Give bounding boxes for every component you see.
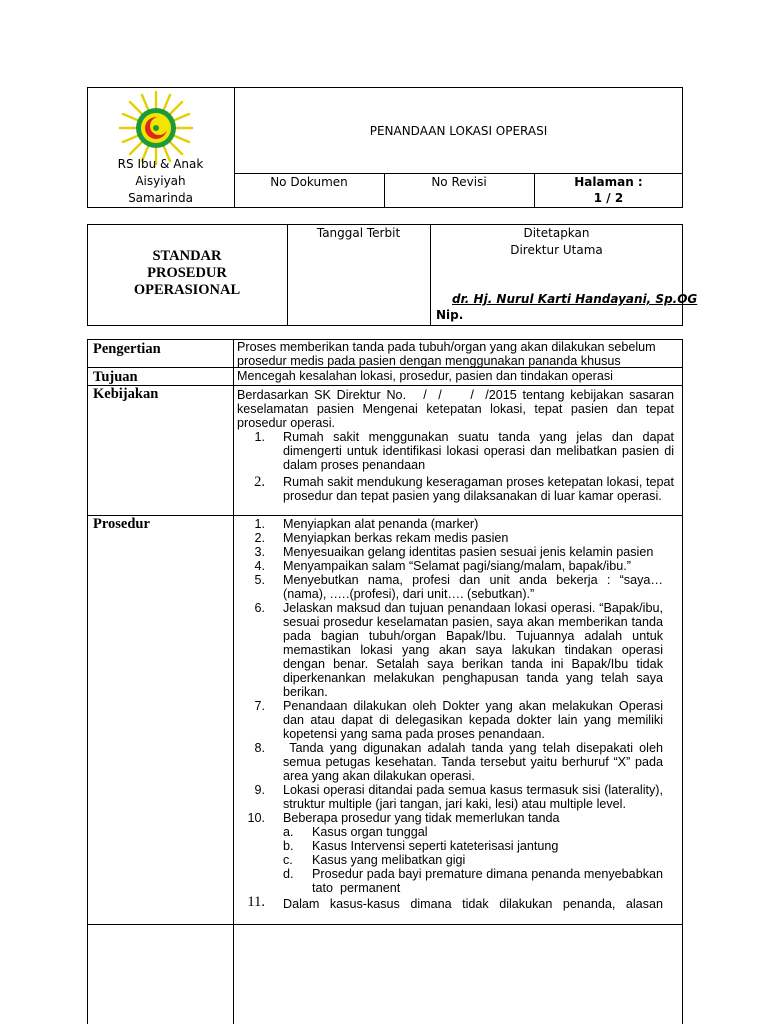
- prosedur-item: [237, 517, 663, 531]
- sop-heading-line: PROSEDUR: [147, 265, 227, 281]
- org-name-line: RS Ibu & Anak: [117, 157, 204, 171]
- page-value: 1 / 2: [593, 191, 624, 205]
- org-name: [87, 156, 234, 207]
- list-number: 3.: [254, 545, 265, 559]
- org-name-line: Aisyiyah: [135, 174, 186, 188]
- sub-text: Kasus Intervensi seperti kateterisasi jantung: [312, 839, 559, 853]
- body-divider-vertical: [233, 339, 234, 1024]
- kebijakan-item: [237, 430, 674, 472]
- revision-label: No Revisi: [431, 175, 487, 189]
- sub-letter: b.: [283, 839, 294, 853]
- list-number: 2.: [254, 474, 265, 490]
- prosedur-item: [237, 531, 663, 545]
- sop-heading: [87, 248, 287, 299]
- list-text: Beberapa prosedur yang tidak memerlukan tanda: [283, 811, 560, 825]
- list-number: 10.: [247, 811, 265, 825]
- kebijakan-list: [237, 430, 674, 503]
- list-text: Menyampaikan salam “Selamat pagi/siang/malam, bapak/ibu.”: [283, 559, 631, 573]
- prosedur-item: [237, 783, 663, 811]
- prosedur-list: [237, 517, 667, 911]
- prosedur-item: [237, 811, 663, 825]
- pengertian-text: Proses memberikan tanda pada tubuh/organ yang akan dilakukan sebelum prosedur medis pada pasien dengan menggunakan pananda khusus: [237, 340, 656, 368]
- body-row-line: [87, 515, 683, 516]
- list-text: Tanda yang digunakan adalah tanda yang telah disepakati oleh semua petugas kesehatan. Tanda tersebut yaitu berhuruf “X” pada area yang akan dilakukan operasi.: [283, 741, 667, 783]
- pengertian-label: Pengertian: [93, 341, 161, 357]
- prosedur-item: [237, 894, 663, 911]
- org-name-line: Samarinda: [128, 191, 193, 205]
- sub-text: Prosedur pada bayi premature dimana penanda menyebabkan tato permanent: [312, 867, 667, 895]
- kebijakan-item: [237, 475, 674, 503]
- list-number: 4.: [254, 559, 265, 573]
- list-number: 1.: [254, 430, 265, 444]
- prosedur-item: [237, 559, 663, 573]
- list-number: 11.: [247, 894, 265, 910]
- kebijakan-intro: Berdasarkan SK Direktur No. / / / /2015 tentang kebijakan sasaran keselamatan pasien Mengenai ketepatan lokasi, tepat pasien dan tepat prosedur operasi.: [237, 388, 678, 430]
- signatory-name: dr. Hj. Nurul Karti Handayani, Sp.OG: [452, 292, 698, 306]
- approval-role: Direktur Utama: [510, 243, 603, 257]
- prosedur-item: [237, 601, 663, 699]
- list-text: Menyiapkan alat penanda (marker): [283, 517, 479, 531]
- list-number: 8.: [254, 741, 265, 755]
- sub-letter: d.: [283, 867, 294, 881]
- list-text: Jelaskan maksud dan tujuan penandaan lokasi operasi. “Bapak/ibu, sesuai prosedur keselamatan pasien, saya akan memberikan tanda pada bagian tubuh/organ Bapak/Ibu. Tujuannya adalah untuk memastikan lokasi yang akan saya lakukan tindakan operasi dengan benar. Setalah saya berikan tanda ini Bapak/Ibu tidak diperkenankan melakukan penghapusan tanda yang telah saya berikan.: [283, 601, 663, 699]
- kebijakan-label: Kebijakan: [93, 386, 159, 402]
- list-number: 9.: [254, 783, 265, 797]
- list-number: 6.: [254, 601, 265, 615]
- tujuan-label: Tujuan: [93, 369, 138, 385]
- sub-item: [283, 825, 663, 839]
- list-number: 2.: [254, 531, 265, 545]
- body-bottom-line: [87, 924, 683, 925]
- prosedur-item: [237, 573, 663, 601]
- sop-heading-line: STANDAR: [152, 248, 222, 264]
- sub-item: [283, 867, 667, 895]
- list-text: Menyiapkan berkas rekam medis pasien: [283, 531, 509, 545]
- list-text: Menyesuaikan gelang identitas pasien sesuai jenis kelamin pasien: [283, 545, 654, 559]
- list-text: Rumah sakit mendukung keseragaman proses ketepatan lokasi, tepat prosedur dan tepat pasien yang dilaksanakan di luar kamar operasi.: [283, 475, 674, 503]
- header-divider-vertical: [234, 87, 235, 208]
- nip-label: Nip.: [436, 308, 464, 322]
- prosedur-item: [237, 545, 663, 559]
- body-row-line: [87, 385, 683, 386]
- hospital-logo: [118, 90, 194, 166]
- prosedur-item: [237, 699, 663, 741]
- issue-date-label: Tanggal Terbit: [316, 226, 401, 240]
- sub-letter: a.: [283, 825, 294, 839]
- sub-text: Kasus yang melibatkan gigi: [312, 853, 466, 867]
- sub-item: [283, 839, 663, 853]
- doc-number-label: No Dokumen: [270, 175, 348, 189]
- header-divider-horizontal: [234, 173, 683, 174]
- sub-text: Kasus organ tunggal: [312, 825, 428, 839]
- list-number: 1.: [254, 517, 265, 531]
- list-text: Menyebutkan nama, profesi dan unit anda bekerja : “saya… (nama), .….(profesi), dari unit…. (sebutkan).”: [283, 573, 663, 601]
- sop-heading-line: OPERASIONAL: [133, 282, 241, 298]
- tujuan-text: Mencegah kesalahan lokasi, prosedur, pasien dan tindakan operasi: [237, 369, 613, 383]
- list-number: 7.: [254, 699, 265, 713]
- list-text: Penandaan dilakukan oleh Dokter yang akan melakukan Operasi dan atau dapat di delegasikan kepada dokter lain yang memiliki kopetensi yang sama pada proses penandaan.: [283, 699, 663, 741]
- list-text: Rumah sakit menggunakan suatu tanda yang jelas dan dapat dimengerti untuk identifikasi lokasi operasi dan melibatkan pasien di dalam proses penandaan: [283, 430, 674, 472]
- approval-label: Ditetapkan: [523, 226, 590, 240]
- prosedur-label: Prosedur: [93, 516, 150, 532]
- sub-letter: c.: [283, 853, 293, 867]
- list-text: Dalam kasus-kasus dimana tidak dilakukan penanda, alasan: [283, 897, 663, 911]
- list-text: Lokasi operasi ditandai pada semua kasus termasuk sisi (laterality), struktur multiple (jari tangan, jari kaki, lesi) atau multiple level.: [283, 783, 663, 811]
- list-number: 5.: [254, 573, 265, 587]
- prosedur-item: [237, 741, 667, 783]
- page-label: Halaman :: [574, 175, 643, 189]
- document-title: PENANDAAN LOKASI OPERASI: [369, 124, 548, 138]
- sub-item: [283, 853, 663, 867]
